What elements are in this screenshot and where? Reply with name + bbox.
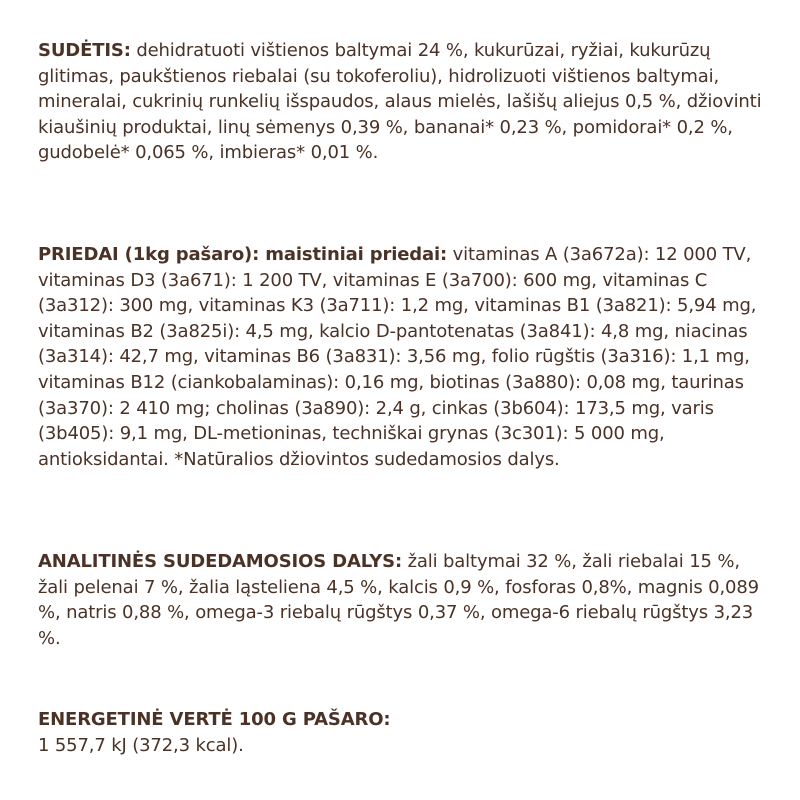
energy-value: 1 557,7 kJ (372,3 kcal).: [38, 734, 244, 756]
analytical-label: ANALITINĖS SUDEDAMOSIOS DALYS:: [38, 551, 402, 572]
composition-section: [38, 38, 768, 166]
additives-section: [38, 242, 768, 472]
analytical-section: [38, 549, 768, 651]
additives-label: PRIEDAI (1kg pašaro): maistiniai priedai:: [38, 244, 448, 265]
additives-text: vitaminas A (3a672a): 12 000 TV, vitaminas D3 (3a671): 1 200 TV, vitaminas E (3a700): 600 mg, vitaminas C (3a312): 300 mg, vitaminas K3 (3a711): 1,2 mg, vitaminas B1 (3a821): 5,94 mg, vitaminas B2 (3a825i): 4,5 mg, kalcio D-pantotenatas (3a841): 4,8 mg, niacinas (3a314): 42,7 mg, vitaminas B6 (3a831): 3,56 mg, folio rūgštis (3a316): 1,1 mg, vitaminas B12 (ciankobalaminas): 0,16 mg, biotinas (3a880): 0,08 mg, taurinas (3a370): 2 410 mg; cholinas (3a890): 2,4 g, cinkas (3b604): 173,5 mg, varis (3b405): 9,1 mg, DL-metioninas, techniškai grynas (3c301): 5 000 mg, antioksidantai. *Natūralios džiovintos sudedamosios dalys.: [38, 244, 757, 470]
energy-label: ENERGETINĖ VERTĖ 100 G PAŠARO:: [38, 709, 391, 730]
composition-text: dehidratuoti vištienos baltymai 24 %, kukurūzai, ryžiai, kukurūzų glitimas, paukštienos riebalai (su tokoferoliu), hidrolizuoti vištienos baltymai, mineralai, cukrinių runkelių išspaudos, alaus mielės, lašišų aliejus 0,5 %, džiovinti kiaušinių produktai, linų sėmenys 0,39 %, bananai* 0,23 %, pomidorai* 0,2 %, gudobelė* 0,065 %, imbieras* 0,01 %.: [38, 40, 762, 164]
energy-section: [38, 707, 768, 758]
composition-label: SUDĖTIS:: [38, 40, 131, 61]
analytical-text: žali baltymai 32 %, žali riebalai 15 %, žali pelenai 7 %, žalia ląsteliena 4,5 %, kalcis 0,9 %, fosforas 0,8%, magnis 0,089 %, natris 0,88 %, omega-3 riebalų rūgštys 0,37 %, omega-6 riebalų rūgštys 3,23 %.: [38, 551, 759, 649]
